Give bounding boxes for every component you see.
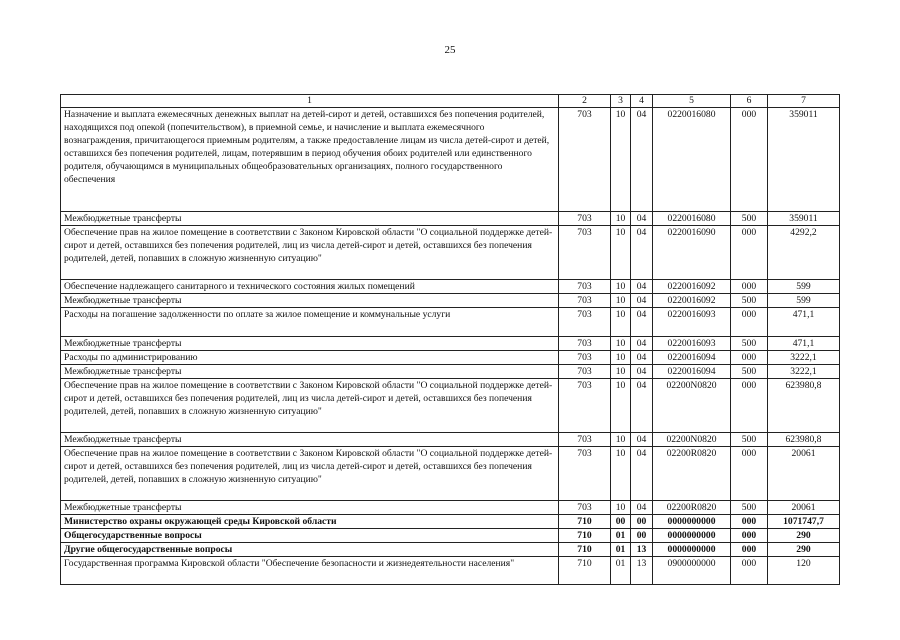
amount-cell: 623980,8 xyxy=(768,379,840,433)
table-row xyxy=(61,226,840,280)
code-cell: 703 xyxy=(559,308,611,337)
subsection-cell: 04 xyxy=(631,226,653,280)
section-cell: 10 xyxy=(611,280,631,294)
table-row xyxy=(61,351,840,365)
row-name-cell: Межбюджетные трансферты xyxy=(61,433,559,447)
row-name-cell: Межбюджетные трансферты xyxy=(61,212,559,226)
header-cell: 3 xyxy=(611,95,631,108)
section-cell: 10 xyxy=(611,447,631,501)
target-item-cell: 02200N0820 xyxy=(653,433,731,447)
target-item-cell: 02200R0820 xyxy=(653,447,731,501)
code-cell: 703 xyxy=(559,294,611,308)
code-cell: 710 xyxy=(559,515,611,529)
expense-type-cell: 000 xyxy=(731,226,768,280)
header-cell: 1 xyxy=(61,95,559,108)
target-item-cell: 0220016093 xyxy=(653,308,731,337)
table-row xyxy=(61,212,840,226)
code-cell: 710 xyxy=(559,529,611,543)
code-cell: 703 xyxy=(559,226,611,280)
row-name-cell: Межбюджетные трансферты xyxy=(61,501,559,515)
subsection-cell: 04 xyxy=(631,379,653,433)
amount-cell: 623980,8 xyxy=(768,433,840,447)
amount-cell: 20061 xyxy=(768,501,840,515)
code-cell: 710 xyxy=(559,543,611,557)
code-cell: 703 xyxy=(559,365,611,379)
target-item-cell: 0220016090 xyxy=(653,226,731,280)
subsection-cell: 04 xyxy=(631,212,653,226)
code-cell: 703 xyxy=(559,212,611,226)
section-cell: 01 xyxy=(611,557,631,585)
section-cell: 10 xyxy=(611,212,631,226)
row-name-cell: Межбюджетные трансферты xyxy=(61,337,559,351)
target-item-cell: 02200R0820 xyxy=(653,501,731,515)
code-cell: 703 xyxy=(559,337,611,351)
target-item-cell: 0220016080 xyxy=(653,212,731,226)
header-row xyxy=(61,95,840,108)
section-cell: 01 xyxy=(611,529,631,543)
expense-type-cell: 000 xyxy=(731,108,768,212)
row-name-cell: Другие общегосударственные вопросы xyxy=(61,543,559,557)
section-cell: 10 xyxy=(611,433,631,447)
target-item-cell: 0220016093 xyxy=(653,337,731,351)
subsection-cell: 04 xyxy=(631,351,653,365)
amount-cell: 359011 xyxy=(768,108,840,212)
table-row xyxy=(61,501,840,515)
table-row xyxy=(61,543,840,557)
expense-type-cell: 000 xyxy=(731,308,768,337)
amount-cell: 290 xyxy=(768,543,840,557)
expense-type-cell: 000 xyxy=(731,379,768,433)
code-cell: 703 xyxy=(559,351,611,365)
expense-type-cell: 000 xyxy=(731,280,768,294)
amount-cell: 1071747,7 xyxy=(768,515,840,529)
section-cell: 10 xyxy=(611,294,631,308)
section-cell: 10 xyxy=(611,501,631,515)
code-cell: 703 xyxy=(559,433,611,447)
row-name-cell: Межбюджетные трансферты xyxy=(61,294,559,308)
code-cell: 710 xyxy=(559,557,611,585)
amount-cell: 471,1 xyxy=(768,337,840,351)
target-item-cell: 0220016094 xyxy=(653,351,731,365)
target-item-cell: 0220016094 xyxy=(653,365,731,379)
table-row xyxy=(61,433,840,447)
amount-cell: 3222,1 xyxy=(768,365,840,379)
table-row xyxy=(61,515,840,529)
amount-cell: 599 xyxy=(768,280,840,294)
target-item-cell: 0000000000 xyxy=(653,529,731,543)
expense-type-cell: 500 xyxy=(731,294,768,308)
row-name-cell: Государственная программа Кировской области "Обеспечение безопасности и жизнедеятельности населения" xyxy=(61,557,559,585)
expense-type-cell: 000 xyxy=(731,351,768,365)
expense-type-cell: 000 xyxy=(731,557,768,585)
table-row xyxy=(61,529,840,543)
expense-type-cell: 000 xyxy=(731,543,768,557)
amount-cell: 359011 xyxy=(768,212,840,226)
header-cell: 6 xyxy=(731,95,768,108)
row-name-cell: Обеспечение прав на жилое помещение в соответствии с Законом Кировской области "О социальной поддержке детей-сирот и детей, оставшихся без попечения родителей, лиц из числа детей-сирот и детей, оставшихся без попечения родителей, детей, попавших в сложную жизненную ситуацию" xyxy=(61,379,559,433)
target-item-cell: 0220016092 xyxy=(653,280,731,294)
header-cell: 4 xyxy=(631,95,653,108)
table-row xyxy=(61,379,840,433)
subsection-cell: 04 xyxy=(631,280,653,294)
expense-type-cell: 000 xyxy=(731,447,768,501)
section-cell: 00 xyxy=(611,515,631,529)
row-name-cell: Расходы по администрированию xyxy=(61,351,559,365)
subsection-cell: 04 xyxy=(631,501,653,515)
code-cell: 703 xyxy=(559,501,611,515)
subsection-cell: 00 xyxy=(631,515,653,529)
table-row xyxy=(61,337,840,351)
expense-type-cell: 000 xyxy=(731,529,768,543)
target-item-cell: 0000000000 xyxy=(653,543,731,557)
table-row xyxy=(61,557,840,585)
expense-type-cell: 000 xyxy=(731,515,768,529)
subsection-cell: 04 xyxy=(631,365,653,379)
amount-cell: 599 xyxy=(768,294,840,308)
subsection-cell: 04 xyxy=(631,337,653,351)
table-row xyxy=(61,280,840,294)
expense-type-cell: 500 xyxy=(731,501,768,515)
section-cell: 01 xyxy=(611,543,631,557)
row-name-cell: Обеспечение прав на жилое помещение в соответствии с Законом Кировской области "О социальной поддержке детей-сирот и детей, оставшихся без попечения родителей, лиц из числа детей-сирот и детей, оставшихся без попечения родителей, детей, попавших в сложную жизненную ситуацию" xyxy=(61,447,559,501)
subsection-cell: 04 xyxy=(631,108,653,212)
row-name-cell: Министерство охраны окружающей среды Кировской области xyxy=(61,515,559,529)
row-name-cell: Назначение и выплата ежемесячных денежных выплат на детей-сирот и детей, оставшихся без попечения родителей, находящихся под опекой (попечительством), в приемной семье, и начисление и выплата ежемесячного вознаграждения, причитающегося приемным родителям, а также предоставление лицам из числа детей-сирот и детей, оставшихся без попечения родителей, лицам, потерявшим в период обучения обоих родителей или единственного родителя, обучающимся в муниципальных общеобразовательных организациях, полного государственного обеспечения xyxy=(61,108,559,212)
amount-cell: 120 xyxy=(768,557,840,585)
header-cell: 5 xyxy=(653,95,731,108)
section-cell: 10 xyxy=(611,365,631,379)
subsection-cell: 04 xyxy=(631,447,653,501)
subsection-cell: 13 xyxy=(631,543,653,557)
code-cell: 703 xyxy=(559,447,611,501)
table-row xyxy=(61,108,840,212)
table-row xyxy=(61,447,840,501)
amount-cell: 20061 xyxy=(768,447,840,501)
code-cell: 703 xyxy=(559,379,611,433)
row-name-cell: Расходы на погашение задолженности по оплате за жилое помещение и коммунальные услуги xyxy=(61,308,559,337)
header-cell: 2 xyxy=(559,95,611,108)
section-cell: 10 xyxy=(611,108,631,212)
table-row xyxy=(61,294,840,308)
expense-type-cell: 500 xyxy=(731,365,768,379)
table-row xyxy=(61,365,840,379)
target-item-cell: 0220016080 xyxy=(653,108,731,212)
table-row xyxy=(61,308,840,337)
section-cell: 10 xyxy=(611,308,631,337)
amount-cell: 290 xyxy=(768,529,840,543)
section-cell: 10 xyxy=(611,337,631,351)
header-cell: 7 xyxy=(768,95,840,108)
row-name-cell: Общегосударственные вопросы xyxy=(61,529,559,543)
section-cell: 10 xyxy=(611,379,631,433)
code-cell: 703 xyxy=(559,280,611,294)
page-number: 25 xyxy=(444,44,456,56)
expense-type-cell: 500 xyxy=(731,337,768,351)
row-name-cell: Обеспечение надлежащего санитарного и технического состояния жилых помещений xyxy=(61,280,559,294)
target-item-cell: 02200N0820 xyxy=(653,379,731,433)
target-item-cell: 0220016092 xyxy=(653,294,731,308)
expense-type-cell: 500 xyxy=(731,433,768,447)
subsection-cell: 13 xyxy=(631,557,653,585)
row-name-cell: Межбюджетные трансферты xyxy=(61,365,559,379)
row-name-cell: Обеспечение прав на жилое помещение в соответствии с Законом Кировской области "О социальной поддержке детей-сирот и детей, оставшихся без попечения родителей, лиц из числа детей-сирот и детей, оставшихся без попечения родителей, детей, попавших в сложную жизненную ситуацию" xyxy=(61,226,559,280)
amount-cell: 4292,2 xyxy=(768,226,840,280)
table-body xyxy=(61,108,840,585)
expense-type-cell: 500 xyxy=(731,212,768,226)
budget-table xyxy=(60,94,840,585)
code-cell: 703 xyxy=(559,108,611,212)
target-item-cell: 0900000000 xyxy=(653,557,731,585)
section-cell: 10 xyxy=(611,226,631,280)
section-cell: 10 xyxy=(611,351,631,365)
subsection-cell: 04 xyxy=(631,308,653,337)
amount-cell: 471,1 xyxy=(768,308,840,337)
subsection-cell: 00 xyxy=(631,529,653,543)
subsection-cell: 04 xyxy=(631,433,653,447)
subsection-cell: 04 xyxy=(631,294,653,308)
target-item-cell: 0000000000 xyxy=(653,515,731,529)
amount-cell: 3222,1 xyxy=(768,351,840,365)
